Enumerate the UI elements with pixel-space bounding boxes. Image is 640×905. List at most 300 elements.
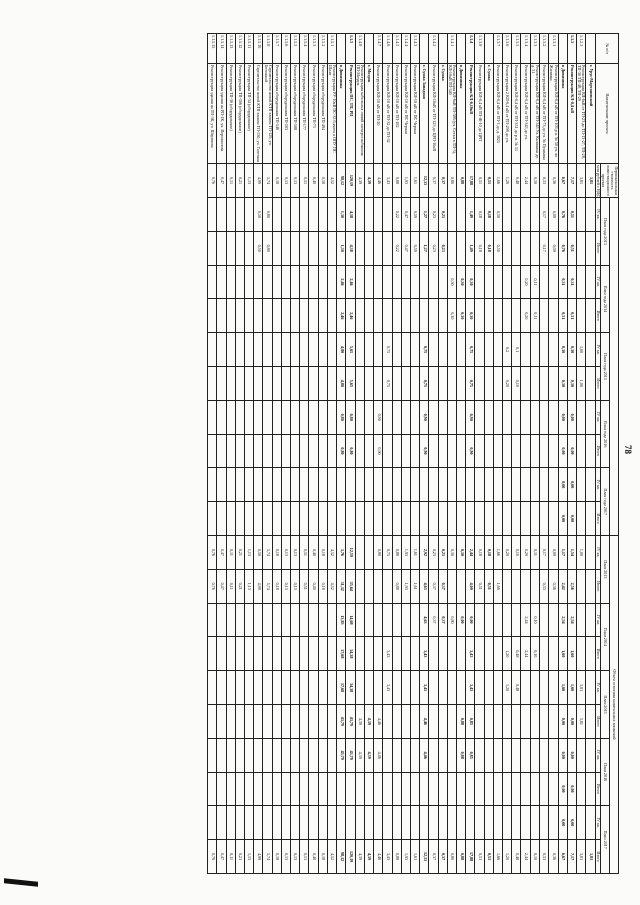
value-cell: 43,79 [346, 738, 355, 772]
header-year: План 2013 [601, 536, 610, 604]
row-number: 1.1.5.4 [300, 34, 309, 64]
value-cell [586, 536, 595, 570]
value-cell [503, 400, 512, 434]
value-cell: 0,80 [263, 198, 272, 232]
value-cell [272, 671, 281, 705]
value-cell [346, 772, 355, 806]
table-row [540, 34, 549, 874]
value-cell [475, 400, 484, 434]
value-cell [235, 637, 244, 671]
value-cell [530, 468, 539, 502]
value-cell [374, 231, 383, 265]
value-cell [475, 468, 484, 502]
value-cell [244, 671, 253, 705]
value-cell: 0,75 [383, 333, 392, 367]
value-cell [457, 198, 466, 232]
value-cell [447, 569, 456, 603]
value-cell [447, 502, 456, 536]
value-cell [392, 806, 401, 840]
value-cell [346, 806, 355, 840]
value-cell [235, 502, 244, 536]
value-cell: 0,13 [281, 536, 290, 570]
value-cell: 13,83 [337, 603, 346, 637]
value-cell [300, 603, 309, 637]
value-cell [586, 671, 595, 705]
value-cell [244, 299, 253, 333]
header-year: План года 2013 [601, 198, 610, 266]
value-cell: 17,68 [337, 671, 346, 705]
value-cell [457, 231, 466, 265]
project-cost: 0,40 [309, 164, 318, 198]
value-cell [475, 299, 484, 333]
header-year: План 2014 [601, 603, 610, 671]
value-cell [254, 772, 263, 806]
value-cell [318, 468, 327, 502]
value-cell: 0,59 [410, 231, 419, 265]
value-cell: 1,93 [401, 840, 410, 874]
value-cell [355, 468, 364, 502]
value-cell: 0,18 [272, 569, 281, 603]
value-cell [318, 299, 327, 333]
value-cell: 0,80 [447, 840, 456, 874]
row-number: 1.1.4.1 [447, 34, 456, 64]
value-cell: 43,79 [337, 704, 346, 738]
value-cell [586, 366, 595, 400]
value-cell [374, 569, 383, 603]
value-cell [521, 772, 530, 806]
value-cell [503, 265, 512, 299]
value-cell: 4,63 [420, 603, 429, 637]
value-cell [300, 704, 309, 738]
value-cell: 0,00 [558, 434, 567, 468]
value-cell [226, 231, 235, 265]
value-cell: 2,42 [558, 569, 567, 603]
value-cell [327, 366, 336, 400]
value-cell [355, 366, 364, 400]
value-cell: 1,27 [420, 198, 429, 232]
value-cell [327, 231, 336, 265]
value-cell [586, 299, 595, 333]
value-cell [586, 502, 595, 536]
project-name: Реконструкция оборудования ТП-177 [300, 64, 309, 164]
value-cell [410, 671, 419, 705]
value-cell: 0,53 [540, 840, 549, 874]
value-cell [281, 704, 290, 738]
value-cell [577, 738, 586, 772]
value-cell [447, 231, 456, 265]
value-cell [300, 400, 309, 434]
value-cell: 0,30 [567, 366, 576, 400]
table-row [263, 34, 272, 874]
value-cell [484, 806, 493, 840]
value-cell [217, 738, 226, 772]
row-number: 1.1.5.5 [291, 34, 300, 64]
value-cell: 4,39 [355, 704, 364, 738]
value-cell [263, 806, 272, 840]
project-name: Реконструкция оборудования ТП-546 [272, 64, 281, 164]
value-cell [309, 806, 318, 840]
table-row [503, 34, 512, 874]
value-cell [254, 333, 263, 367]
value-cell [300, 265, 309, 299]
value-cell [447, 806, 456, 840]
value-cell [383, 231, 392, 265]
value-cell [208, 772, 217, 806]
table-row [401, 34, 410, 874]
value-cell [244, 434, 253, 468]
value-cell [235, 704, 244, 738]
table-row [475, 34, 484, 874]
value-cell [374, 265, 383, 299]
value-cell [438, 704, 447, 738]
value-cell [549, 333, 558, 367]
value-cell [521, 704, 530, 738]
value-cell [484, 502, 493, 536]
value-cell [503, 772, 512, 806]
value-cell [457, 806, 466, 840]
value-cell: 0,30 [457, 265, 466, 299]
header-year: План года 2015 [601, 333, 610, 401]
value-cell [493, 671, 502, 705]
value-cell [235, 265, 244, 299]
value-cell [217, 806, 226, 840]
value-cell [226, 333, 235, 367]
value-cell: 3,76 [337, 536, 346, 570]
value-cell [438, 400, 447, 434]
value-cell: 0,18 [475, 536, 484, 570]
value-cell [577, 434, 586, 468]
value-cell [484, 265, 493, 299]
value-cell [291, 671, 300, 705]
value-cell [401, 468, 410, 502]
value-cell [300, 366, 309, 400]
value-cell: 0,17 [540, 198, 549, 232]
value-cell: 2,92 [420, 536, 429, 570]
header-year: План года 2017 [601, 468, 610, 536]
value-cell: 0,00 [558, 806, 567, 840]
value-cell [254, 704, 263, 738]
value-cell [540, 366, 549, 400]
value-cell [217, 231, 226, 265]
value-cell [272, 333, 281, 367]
value-cell: 0,76 [208, 840, 217, 874]
table-row [586, 34, 595, 874]
row-number [420, 34, 429, 64]
value-cell: 0,47 [401, 231, 410, 265]
value-cell: 0,90 [420, 434, 429, 468]
value-cell [429, 468, 438, 502]
value-cell: 3,81 [586, 840, 595, 874]
value-cell: 4,52 [327, 569, 336, 603]
project-cost: 0,47 [217, 164, 226, 198]
value-cell [254, 400, 263, 434]
value-cell: 1,60 [567, 637, 576, 671]
value-cell [429, 333, 438, 367]
value-cell [429, 704, 438, 738]
value-cell [493, 366, 502, 400]
value-cell: 0,00 [558, 468, 567, 502]
value-cell: 35,64 [346, 569, 355, 603]
header-year: План года 2014 [601, 265, 610, 333]
value-cell [281, 738, 290, 772]
value-cell [309, 434, 318, 468]
header-total: Итого [595, 772, 601, 806]
project-name: Реконструкция здания на РП-1К, уч. Ворошилова [217, 64, 226, 164]
value-cell: 5,74 [263, 536, 272, 570]
value-cell [263, 738, 272, 772]
table-row [235, 34, 244, 874]
value-cell [383, 198, 392, 232]
value-cell [484, 637, 493, 671]
value-cell [521, 806, 530, 840]
row-number: 1.1.5.12 [235, 34, 244, 64]
value-cell [281, 637, 290, 671]
value-cell [540, 434, 549, 468]
project-name: Реконструкция КЛ-6,10кВ [466, 64, 475, 164]
value-cell [272, 502, 281, 536]
header-total: Итого [595, 704, 601, 738]
value-cell [438, 434, 447, 468]
project-cost: 0,37 [438, 164, 447, 198]
value-cell: 3,43 [466, 637, 475, 671]
project-name: Реконструкция КЛ-10 кВ от ПС Черная [401, 64, 410, 164]
value-cell [484, 468, 493, 502]
value-cell [577, 231, 586, 265]
value-cell: 0,18 [484, 536, 493, 570]
value-cell [217, 400, 226, 434]
value-cell [217, 704, 226, 738]
row-number [484, 34, 493, 64]
value-cell: 0,75 [466, 333, 475, 367]
value-cell [272, 806, 281, 840]
project-cost: 17,88 [466, 164, 475, 198]
value-cell [447, 637, 456, 671]
value-cell: 1,60 [567, 671, 576, 705]
value-cell [318, 265, 327, 299]
value-cell [586, 637, 595, 671]
table-row [337, 34, 346, 874]
value-cell [549, 299, 558, 333]
value-cell: 4,39 [355, 738, 364, 772]
value-cell [217, 502, 226, 536]
value-cell [300, 231, 309, 265]
value-cell [327, 738, 336, 772]
value-cell: 0,30 [457, 536, 466, 570]
value-cell [530, 502, 539, 536]
value-cell: 4,46 [374, 840, 383, 874]
value-cell [401, 299, 410, 333]
value-cell: 4,46 [420, 704, 429, 738]
value-cell [577, 502, 586, 536]
value-cell [540, 502, 549, 536]
value-cell [383, 502, 392, 536]
row-number: 1.1.3.6 [503, 34, 512, 64]
project-name: Реконструкция РУ-10кВ ПС-35 6 ячеек в ОПУ ПС Шали [327, 64, 336, 164]
value-cell [503, 603, 512, 637]
value-cell [540, 704, 549, 738]
value-cell: 0,75 [466, 366, 475, 400]
value-cell [327, 299, 336, 333]
value-cell: 0,21 [235, 840, 244, 874]
row-number: 1.1.4.6 [383, 34, 392, 64]
value-cell [475, 333, 484, 367]
value-cell [503, 569, 512, 603]
value-cell [420, 299, 429, 333]
row-number: 1.1.5.11 [244, 34, 253, 64]
value-cell: 0,90 [374, 434, 383, 468]
value-cell: 43,79 [346, 704, 355, 738]
value-cell [521, 468, 530, 502]
value-cell [217, 265, 226, 299]
row-number: 1.1.5 [346, 34, 355, 64]
value-cell [410, 333, 419, 367]
value-cell [392, 468, 401, 502]
value-cell [309, 738, 318, 772]
value-cell: 1,27 [420, 231, 429, 265]
value-cell: 1,30 [337, 198, 346, 232]
investment-table [207, 33, 619, 874]
value-cell [549, 400, 558, 434]
project-cost: 4,39 [365, 164, 374, 198]
value-cell [309, 468, 318, 502]
value-cell: 2,56 [567, 569, 576, 603]
value-cell [549, 366, 558, 400]
value-cell [586, 772, 595, 806]
value-cell [327, 671, 336, 705]
value-cell [466, 468, 475, 502]
value-cell: 0,50 [254, 198, 263, 232]
project-cost: 1,61 [410, 164, 419, 198]
value-cell: 0,75 [420, 366, 429, 400]
value-cell: 0,00 [567, 806, 576, 840]
value-cell [244, 265, 253, 299]
table-row [512, 34, 521, 874]
value-cell [586, 704, 595, 738]
value-cell: 0,18 [475, 198, 484, 232]
value-cell [226, 772, 235, 806]
value-cell [530, 569, 539, 603]
value-cell [392, 637, 401, 671]
value-cell: 0,30 [558, 366, 567, 400]
value-cell [410, 265, 419, 299]
value-cell: 4,38 [346, 198, 355, 232]
value-cell [226, 400, 235, 434]
table-row [291, 34, 300, 874]
value-cell: 0,30 [567, 333, 576, 367]
header-quarter: IV кв. [595, 468, 601, 502]
value-cell [244, 704, 253, 738]
value-cell [383, 468, 392, 502]
value-cell [291, 265, 300, 299]
value-cell [392, 671, 401, 705]
value-cell [291, 502, 300, 536]
value-cell [484, 704, 493, 738]
value-cell [549, 265, 558, 299]
value-cell [318, 637, 327, 671]
value-cell: 0,21 [235, 569, 244, 603]
value-cell [281, 772, 290, 806]
value-cell [272, 299, 281, 333]
value-cell: 0,23 [429, 536, 438, 570]
value-cell [309, 637, 318, 671]
row-number: 1.1.5.1 [327, 34, 336, 64]
value-cell: 4,39 [365, 738, 374, 772]
value-cell [300, 772, 309, 806]
row-number: 1.1.4.8 [355, 34, 364, 64]
value-cell [410, 400, 419, 434]
project-name: Реконструкция ВЛ-6кВ от ТП-23 до ТП-13-27, ТП-28, ТП-30 ТП-48, ТП-29 [577, 64, 586, 164]
value-cell [512, 502, 521, 536]
value-cell [208, 468, 217, 502]
table-row [208, 34, 217, 874]
value-cell [272, 637, 281, 671]
value-cell [254, 265, 263, 299]
table-row [226, 34, 235, 874]
value-cell: 0,10 [512, 366, 521, 400]
value-cell: 1,20 [503, 671, 512, 705]
value-cell [521, 366, 530, 400]
value-cell [309, 704, 318, 738]
value-cell [493, 333, 502, 367]
value-cell [401, 400, 410, 434]
value-cell: 4,39 [365, 840, 374, 874]
value-cell [383, 806, 392, 840]
value-cell [383, 434, 392, 468]
value-cell: 4,80 [337, 333, 346, 367]
value-cell [438, 333, 447, 367]
project-name: Строительство новой КТП взамен ТП-530, уч. Газетная [254, 64, 263, 164]
value-cell [392, 502, 401, 536]
value-cell [208, 603, 217, 637]
value-cell [226, 366, 235, 400]
value-cell [254, 502, 263, 536]
project-cost: 5,74 [263, 164, 272, 198]
value-cell [263, 265, 272, 299]
value-cell [429, 265, 438, 299]
value-cell [235, 468, 244, 502]
value-cell [263, 637, 272, 671]
value-cell: 98,12 [337, 840, 346, 874]
value-cell [263, 671, 272, 705]
value-cell [586, 738, 595, 772]
value-cell: 0,00 [466, 603, 475, 637]
value-cell [346, 468, 355, 502]
value-cell [577, 299, 586, 333]
value-cell [318, 772, 327, 806]
project-cost: 0,11 [226, 164, 235, 198]
value-cell [272, 434, 281, 468]
value-cell [493, 400, 502, 434]
project-cost: 0,18 [272, 164, 281, 198]
value-cell [493, 772, 502, 806]
value-cell: 2,44 [466, 536, 475, 570]
value-cell [374, 366, 383, 400]
value-cell [401, 502, 410, 536]
value-cell [327, 502, 336, 536]
value-cell [300, 434, 309, 468]
project-cost: 1,66 [493, 164, 502, 198]
value-cell [540, 738, 549, 772]
project-name: Реконструкция КЛ-10 кВ от ПС Черная [410, 64, 419, 164]
value-cell [327, 772, 336, 806]
value-cell [521, 738, 530, 772]
value-cell [447, 400, 456, 434]
value-cell: 0,18 [475, 231, 484, 265]
header-quarter: IV кв. [595, 671, 601, 705]
value-cell: 0,30 [447, 265, 456, 299]
value-cell [208, 738, 217, 772]
value-cell: 4,39 [355, 840, 364, 874]
